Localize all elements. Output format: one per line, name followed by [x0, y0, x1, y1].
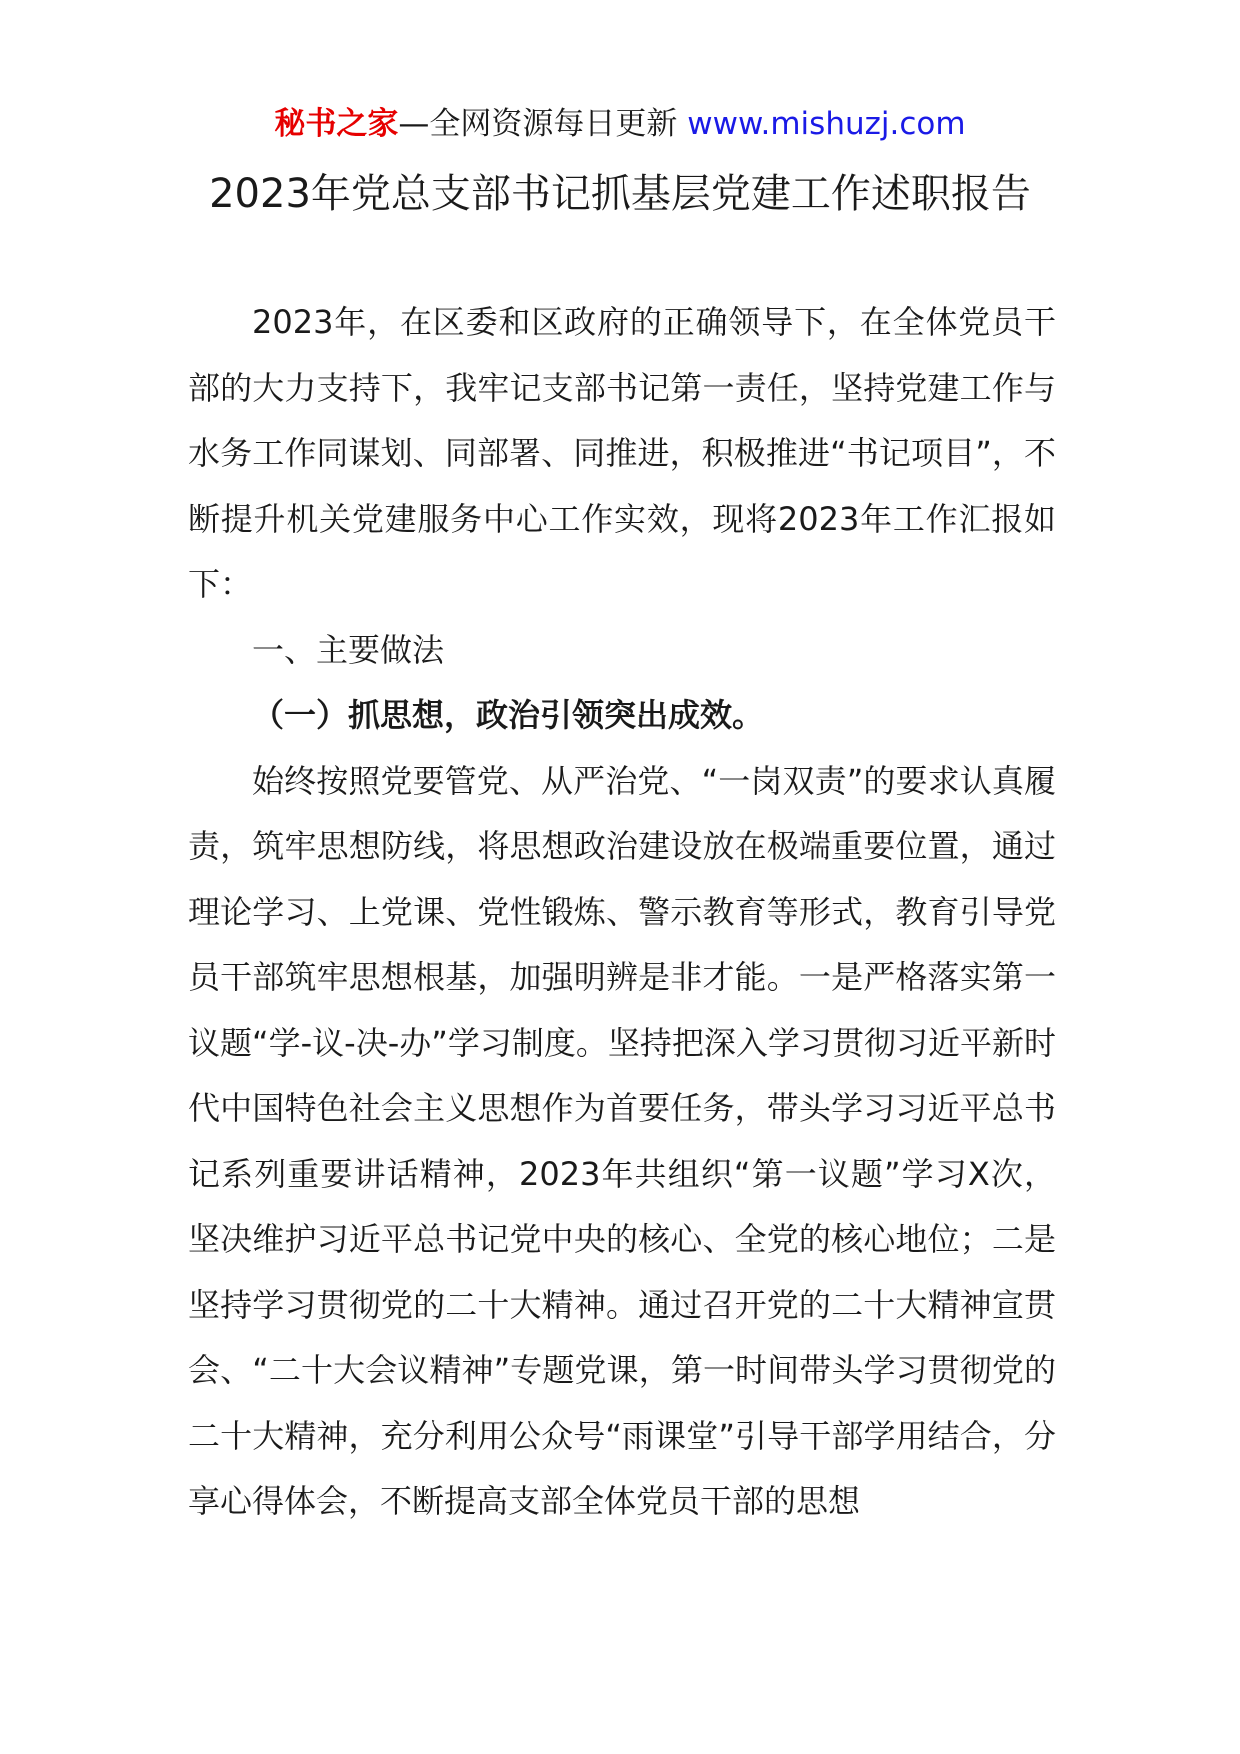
- document-body: [188, 290, 1056, 1535]
- banner-url-link[interactable]: www.mishuzj.com: [687, 106, 966, 142]
- document-title: 2023年党总支部书记抓基层党建工作述职报告: [209, 171, 1031, 217]
- subsection-heading: （一）抓思想，政治引领突出成效。: [252, 696, 765, 734]
- site-banner: [0, 102, 1240, 146]
- intro-paragraph: 2023年，在区委和区政府的正确领导下，在全体党员干部的大力支持下，我牢记支部书记第一责任，坚持党建工作与水务工作同谋划、同部署、同推进，积极推进“书记项目”，不断提升机关党建服务中心工作实效，现将2023年工作汇报如下：: [188, 303, 1056, 603]
- section-heading: 一、主要做法: [252, 630, 445, 669]
- body-paragraph: 始终按照党要管党、从严治党、“一岗双责”的要求认真履责，筑牢思想防线，将思想政治建设放在极端重要位置，通过理论学习、上党课、党性锻炼、警示教育等形式，教育引导党员干部筑牢思想根基，加强明辨是非才能。一是严格落实第一议题“学-议-决-办”学习制度。坚持把深入学习贯彻习近平新时代中国特色社会主义思想作为首要任务，带头学习习近平总书记系列重要讲话精神，2023年共组织“第一议题”学习X次，坚决维护习近平总书记党中央的核心、全党的核心地位；二是坚持学习贯彻党的二十大精神。通过召开党的二十大精神宣贯会、“二十大会议精神”专题党课，第一时间带头学习贯彻党的二十大精神，充分利用公众号“雨课堂”引导干部学用结合，分享心得体会，不断提高支部全体党员干部的思想: [188, 761, 1056, 1520]
- banner-tagline: —全网资源每日更新: [398, 106, 688, 142]
- banner-brand: 秘书之家: [274, 106, 399, 142]
